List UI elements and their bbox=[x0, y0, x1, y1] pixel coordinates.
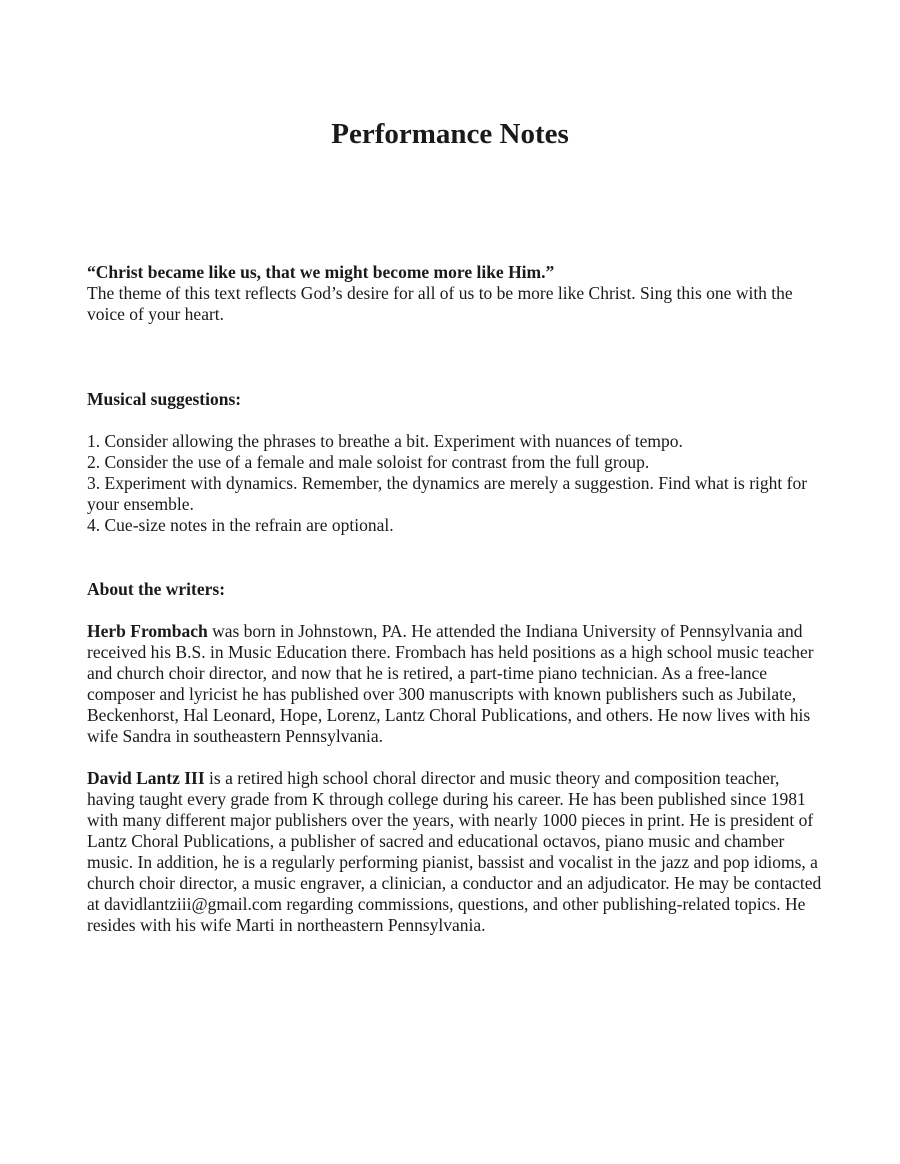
list-item: 1. Consider allowing the phrases to breathe a bit. Experiment with nuances of tempo. bbox=[87, 431, 683, 451]
intro-quote: “Christ became like us, that we might become more like Him.” bbox=[87, 262, 555, 282]
bio-name: David Lantz III bbox=[87, 768, 205, 788]
page-title: Performance Notes bbox=[331, 118, 569, 150]
bio-text: was born in Johnstown, PA. He attended the Indiana University of Pennsylvania and received his B.S. in Music Education there. Frombach has held positions as a high school music teacher and church choir director, and now that he is retired, a part-time piano technician. As a free-lance composer and lyricist he has published over 300 manuscripts with known publishers such as Jubilate, Beckenhorst, Hal Leonard, Hope, Lorenz, Lantz Choral Publications, and others. He now lives with his wife Sandra in southeastern Pennsylvania. bbox=[87, 621, 814, 746]
list-item: 2. Consider the use of a female and male soloist for contrast from the full group. bbox=[87, 452, 650, 472]
bio-text: is a retired high school choral director and music theory and composition teacher, having taught every grade from K through college during his career. He has been published since 1981 with many different major publishers over the years, with nearly 1000 pieces in print. He is president of Lantz Choral Publications, a publisher of sacred and educational octavos, piano music and chamber music. In addition, he is a regularly performing pianist, bassist and vocalist in the jazz and pop idioms, a church choir director, a music engraver, a clinician, a conductor and an adjudicator. He may be contacted at davidlantziii@gmail.com regarding commissions, questions, and other publishing-related topics. He resides with his wife Marti in northeastern Pennsylvania. bbox=[87, 768, 822, 935]
bio-name: Herb Frombach bbox=[87, 621, 208, 641]
about-writers-heading: About the writers: bbox=[87, 579, 226, 599]
list-item: 3. Experiment with dynamics. Remember, the dynamics are merely a suggestion. Find what is right for your ensemble. bbox=[87, 473, 808, 514]
bio-herb-frombach bbox=[87, 621, 825, 747]
list-item: 4. Cue-size notes in the refrain are optional. bbox=[87, 515, 394, 535]
intro-text: The theme of this text reflects God’s desire for all of us to be more like Christ. Sing this one with the voice of your heart. bbox=[87, 283, 793, 324]
content-body bbox=[87, 262, 825, 936]
musical-suggestions-heading: Musical suggestions: bbox=[87, 389, 242, 409]
bio-david-lantz bbox=[87, 768, 825, 936]
musical-suggestions-list bbox=[87, 431, 825, 536]
